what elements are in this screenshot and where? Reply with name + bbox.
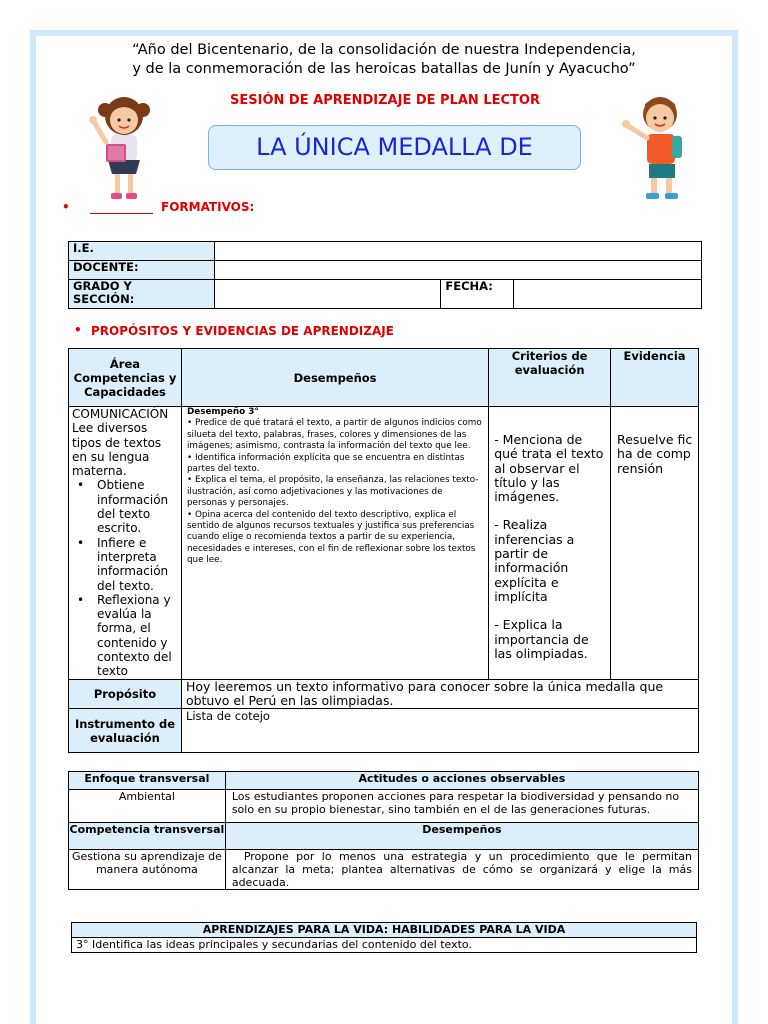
- header-enfoque: Enfoque transversal: [69, 772, 226, 790]
- header-actitudes: Actitudes o acciones observables: [225, 772, 698, 790]
- capacidad-item: • Obtiene información del texto escrito.: [72, 478, 179, 535]
- motto: [60, 41, 708, 79]
- desempeno-transversal-value: Propone por lo menos una estrategia y un procedimiento que le permitan alcanzar la meta; plantea alternativas de cómo se organizará y elige la más adecuada.: [225, 850, 698, 890]
- transversal-table: [68, 771, 699, 890]
- desempeno-item: • Opina acerca del contenido del texto descriptivo, explica el sentido de algunos recursos textuales y justifica sus preferencias cuando elige o recomienda textos a partir de su experiencia, necesidades e intereses, con el fin de reflexionar sobre los textos que lee.: [186, 509, 476, 566]
- criterio-item: - Explica la importancia de las olimpiadas.: [494, 617, 589, 661]
- desempeno-item: • Explica el tema, el propósito, la enseñanza, las relaciones texto-ilustración, así como adjetivaciones y las motivaciones de personas y personajes.: [186, 475, 479, 509]
- proposito-text: Hoy leeremos un texto informativo para conocer sobre la única medalla que obtuvo el Perú en las olimpiadas.: [181, 679, 698, 709]
- label-grado-line-2: SECCIÓN:: [73, 292, 135, 306]
- vida-table: [71, 922, 697, 953]
- criterios-cell: [489, 407, 611, 680]
- vida-item: 3° Identifica las ideas principales y secundarias del contenido del texto.: [72, 938, 697, 953]
- criterio-item: - Realiza inferencias a partir de información explícita e implícita: [494, 517, 575, 604]
- field-docente[interactable]: [214, 261, 701, 280]
- label-instrumento: Instrumento de evaluación: [69, 709, 182, 753]
- field-grado[interactable]: [214, 280, 441, 309]
- field-fecha[interactable]: [514, 280, 702, 309]
- desempeno-title: Desempeño 3°: [186, 407, 259, 417]
- session-title: SESIÓN DE APRENDIZAJE DE PLAN LECTOR: [230, 93, 540, 108]
- enfoque-value: Ambiental: [69, 790, 226, 823]
- capacidades-list: [72, 478, 179, 678]
- red-underline: [90, 213, 153, 214]
- evidencia-text: Resuelve ficha de comprensión: [617, 432, 693, 476]
- learning-table: [68, 348, 699, 753]
- label-proposito: Propósito: [69, 679, 182, 709]
- bullet-propositos: •: [74, 323, 82, 337]
- header-desempenos-transversal: Desempeños: [225, 823, 698, 850]
- area-cell: [69, 407, 182, 680]
- header-evidencia: Evidencia: [611, 349, 699, 407]
- desempeno-item: • Predice de qué tratará el texto, a partir de algunos indicios como silueta del texto, palabras, frases, colores y dimensiones de las imágenes; asimismo, contrasta la información del texto que lee.: [186, 418, 482, 452]
- label-ie: I.E.: [69, 242, 215, 261]
- section-formativos: FORMATIVOS:: [161, 200, 255, 214]
- header-competencia-transversal: Competencia transversal: [69, 823, 226, 850]
- field-ie[interactable]: [214, 242, 701, 261]
- boy-illustration: [620, 92, 696, 208]
- area-title: COMUNICACIÓN: [72, 407, 169, 421]
- evidencia-cell: [611, 407, 699, 680]
- label-grado: [69, 280, 215, 309]
- header-area: Área Competencias y Capacidades: [69, 349, 182, 407]
- header-vida: APRENDIZAJES PARA LA VIDA: HABILIDADES PARA LA VIDA: [72, 923, 697, 938]
- header-desempenos: Desempeños: [181, 349, 488, 407]
- motto-line-1: “Año del Bicentenario, de la consolidación de nuestra Independencia,: [132, 42, 636, 58]
- label-fecha: FECHA:: [441, 280, 514, 309]
- desempeno-item: • Identifica información explícita que se encuentra en distintas partes del texto.: [186, 452, 465, 475]
- header-criterios: Criterios de evaluación: [489, 349, 611, 407]
- info-table: [68, 241, 702, 309]
- actitudes-value: Los estudiantes proponen acciones para respetar la biodiversidad y pensando no solo en su propio bienestar, sino también en el de las generaciones futuras.: [225, 790, 698, 823]
- bullet-formativos: •: [62, 200, 70, 214]
- capacidad-item: • Infiere e interpreta información del texto.: [72, 536, 179, 593]
- desempenos-cell: [181, 407, 488, 680]
- capacidad-item: • Reflexiona y evalúa la forma, el contenido y contexto del texto: [72, 593, 179, 679]
- main-title: LA ÚNICA MEDALLA DE: [208, 125, 581, 170]
- label-grado-line-1: GRADO Y: [73, 279, 132, 293]
- girl-illustration: [86, 94, 158, 206]
- section-propositos: PROPÓSITOS Y EVIDENCIAS DE APRENDIZAJE: [91, 324, 394, 338]
- motto-line-2: y de la conmemoración de las heroicas batallas de Junín y Ayacucho”: [132, 61, 636, 77]
- criterio-item: - Menciona de qué trata el texto al observar el título y las imágenes.: [494, 432, 604, 505]
- label-docente: DOCENTE:: [69, 261, 215, 280]
- competencia: Lee diversos tipos de textos en su lengua materna.: [72, 421, 162, 479]
- instrumento-text: Lista de cotejo: [181, 709, 698, 753]
- competencia-transversal-value: Gestiona su aprendizaje de manera autónoma: [69, 850, 226, 890]
